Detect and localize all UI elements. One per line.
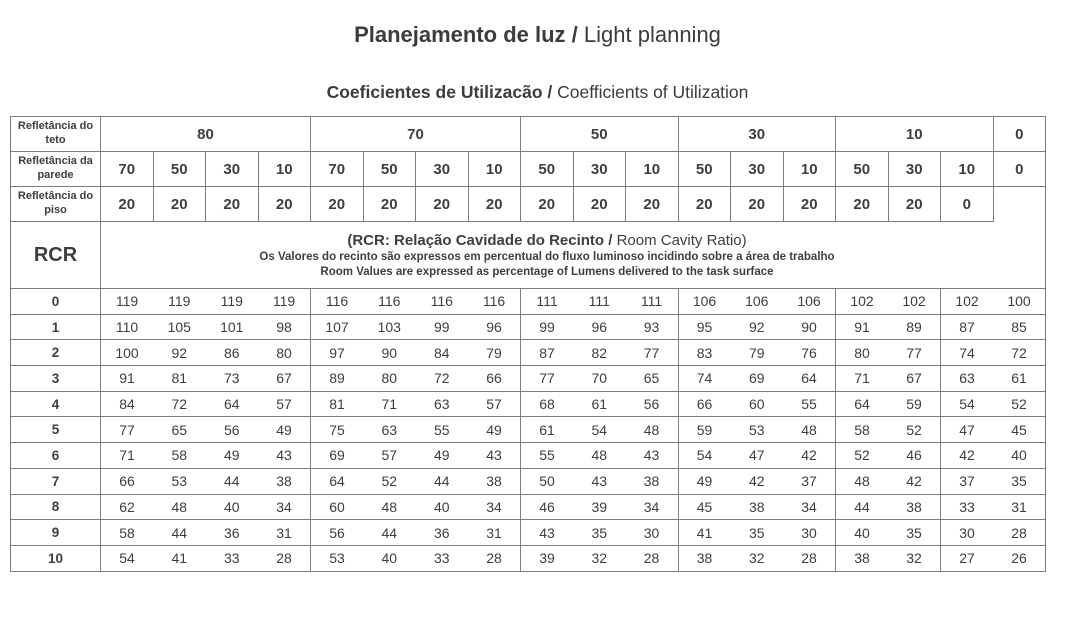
cu-value-cell: 58: [153, 443, 206, 469]
wall-reflectance-value: 30: [573, 152, 626, 187]
cu-value-cell: 92: [731, 314, 784, 340]
cu-value-cell: 116: [468, 289, 521, 315]
rcr-row-number: 8: [11, 494, 101, 520]
cu-value-cell: 43: [521, 520, 574, 546]
ceiling-reflectance-value: 50: [521, 117, 679, 152]
cu-value-cell: 63: [363, 417, 416, 443]
cu-value-cell: 61: [993, 366, 1046, 392]
cu-value-cell: 31: [468, 520, 521, 546]
cu-value-cell: 46: [888, 443, 941, 469]
cu-value-cell: 53: [731, 417, 784, 443]
floor-reflectance-value: 20: [101, 187, 154, 222]
floor-reflectance-value: 20: [416, 187, 469, 222]
cu-value-cell: 84: [416, 340, 469, 366]
wall-reflectance-value: 0: [993, 152, 1046, 187]
rcr-row-number: 7: [11, 468, 101, 494]
cu-value-cell: 90: [783, 314, 836, 340]
cu-value-cell: 35: [573, 520, 626, 546]
cu-value-cell: 38: [626, 468, 679, 494]
cu-data-row: [11, 545, 1046, 571]
rcr-row-number: 9: [11, 520, 101, 546]
cu-value-cell: 44: [206, 468, 259, 494]
cu-value-cell: 54: [678, 443, 731, 469]
cu-value-cell: 49: [206, 443, 259, 469]
cu-value-cell: 35: [993, 468, 1046, 494]
floor-reflectance-value: 20: [573, 187, 626, 222]
cu-value-cell: 100: [993, 289, 1046, 315]
floor-reflectance-value: 20: [678, 187, 731, 222]
cu-value-cell: 87: [941, 314, 994, 340]
cu-value-cell: 70: [573, 366, 626, 392]
cu-value-cell: 33: [416, 545, 469, 571]
cu-value-cell: 111: [521, 289, 574, 315]
cu-value-cell: 60: [731, 391, 784, 417]
cu-value-cell: 46: [521, 494, 574, 520]
cu-value-cell: 31: [258, 520, 311, 546]
cu-value-cell: 68: [521, 391, 574, 417]
cu-value-cell: 58: [101, 520, 154, 546]
cu-value-cell: 93: [626, 314, 679, 340]
rcr-heading: [101, 231, 993, 250]
cu-value-cell: 27: [941, 545, 994, 571]
cu-value-cell: 45: [993, 417, 1046, 443]
cu-value-cell: 95: [678, 314, 731, 340]
rcr-row-number: 1: [11, 314, 101, 340]
cu-value-cell: 55: [416, 417, 469, 443]
cu-value-cell: 41: [153, 545, 206, 571]
cu-value-cell: 52: [888, 417, 941, 443]
cu-value-cell: 71: [836, 366, 889, 392]
cu-value-cell: 39: [521, 545, 574, 571]
cu-value-cell: 92: [153, 340, 206, 366]
cu-value-cell: 69: [731, 366, 784, 392]
cu-value-cell: 63: [416, 391, 469, 417]
floor-reflectance-value: 20: [836, 187, 889, 222]
cu-value-cell: 53: [311, 545, 364, 571]
rcr-heading-pt: (RCR: Relação Cavidade do Recinto /: [347, 231, 617, 249]
cu-value-cell: 91: [101, 366, 154, 392]
cu-value-cell: 59: [678, 417, 731, 443]
cu-value-cell: 52: [363, 468, 416, 494]
cu-value-cell: 57: [258, 391, 311, 417]
wall-reflectance-value: 70: [311, 152, 364, 187]
wall-reflectance-value: 30: [416, 152, 469, 187]
cu-value-cell: 102: [888, 289, 941, 315]
floor-reflectance-value: 20: [258, 187, 311, 222]
cu-value-cell: 48: [836, 468, 889, 494]
cu-value-cell: 98: [258, 314, 311, 340]
cu-value-cell: 59: [888, 391, 941, 417]
cu-value-cell: 38: [888, 494, 941, 520]
cu-value-cell: 40: [836, 520, 889, 546]
cu-value-cell: 65: [626, 366, 679, 392]
cu-value-cell: 44: [836, 494, 889, 520]
floor-reflectance-value: 0: [941, 187, 994, 222]
floor-reflectance-value: 20: [521, 187, 574, 222]
cu-value-cell: 67: [258, 366, 311, 392]
cu-value-cell: 36: [206, 520, 259, 546]
cu-value-cell: 111: [626, 289, 679, 315]
table-title: [0, 82, 1075, 102]
cu-value-cell: 49: [678, 468, 731, 494]
cu-value-cell: 99: [416, 314, 469, 340]
ceiling-reflectance-value: 10: [836, 117, 994, 152]
wall-reflectance-value: 30: [206, 152, 259, 187]
cu-value-cell: 77: [888, 340, 941, 366]
cu-value-cell: 106: [678, 289, 731, 315]
cu-value-cell: 28: [626, 545, 679, 571]
cu-value-cell: 100: [101, 340, 154, 366]
cu-value-cell: 111: [573, 289, 626, 315]
cu-value-cell: 26: [993, 545, 1046, 571]
rcr-row-number: 6: [11, 443, 101, 469]
cu-value-cell: 30: [626, 520, 679, 546]
cu-value-cell: 38: [468, 468, 521, 494]
cu-value-cell: 54: [573, 417, 626, 443]
cu-value-cell: 38: [258, 468, 311, 494]
cu-value-cell: 56: [626, 391, 679, 417]
cu-value-cell: 107: [311, 314, 364, 340]
cu-value-cell: 57: [363, 443, 416, 469]
ceiling-reflectance-value: 70: [311, 117, 521, 152]
cu-value-cell: 96: [468, 314, 521, 340]
cu-value-cell: 28: [258, 545, 311, 571]
cu-data-row: [11, 443, 1046, 469]
rcr-note-pt: Os Valores do recinto são expressos em percentual do fluxo luminoso incidindo sobre a área de trabalho: [259, 250, 835, 263]
cu-data-row: [11, 520, 1046, 546]
floor-reflectance-value: 20: [153, 187, 206, 222]
cu-value-cell: 62: [101, 494, 154, 520]
cu-value-cell: 64: [836, 391, 889, 417]
rcr-row-number: 2: [11, 340, 101, 366]
cu-value-cell: 69: [311, 443, 364, 469]
cu-value-cell: 110: [101, 314, 154, 340]
cu-value-cell: 79: [731, 340, 784, 366]
cu-value-cell: 35: [888, 520, 941, 546]
cu-value-cell: 72: [416, 366, 469, 392]
cu-value-cell: 44: [363, 520, 416, 546]
cu-value-cell: 66: [678, 391, 731, 417]
cu-value-cell: 37: [941, 468, 994, 494]
cu-value-cell: 35: [731, 520, 784, 546]
cu-value-cell: 52: [993, 391, 1046, 417]
cu-value-cell: 49: [468, 417, 521, 443]
cu-value-cell: 89: [311, 366, 364, 392]
cu-value-cell: 80: [363, 366, 416, 392]
cu-value-cell: 55: [521, 443, 574, 469]
cu-value-cell: 106: [731, 289, 784, 315]
cu-value-cell: 105: [153, 314, 206, 340]
rcr-note-en: Room Values are expressed as percentage of Lumens delivered to the task surface: [320, 265, 774, 278]
cu-value-cell: 39: [573, 494, 626, 520]
cu-value-cell: 47: [941, 417, 994, 443]
cu-value-cell: 54: [941, 391, 994, 417]
floor-reflectance-value: 20: [731, 187, 784, 222]
cu-value-cell: 72: [993, 340, 1046, 366]
cu-value-cell: 42: [731, 468, 784, 494]
cu-value-cell: 119: [258, 289, 311, 315]
cu-data-row: [11, 340, 1046, 366]
cu-value-cell: 77: [521, 366, 574, 392]
cu-value-cell: 77: [626, 340, 679, 366]
cu-value-cell: 99: [521, 314, 574, 340]
table-title-en: Coefficients of Utilization: [557, 82, 749, 102]
cu-value-cell: 28: [783, 545, 836, 571]
cu-value-cell: 42: [941, 443, 994, 469]
cu-value-cell: 34: [258, 494, 311, 520]
cu-value-cell: 116: [416, 289, 469, 315]
floor-reflectance-value: 20: [363, 187, 416, 222]
cu-value-cell: 97: [311, 340, 364, 366]
cu-value-cell: 44: [416, 468, 469, 494]
cu-value-cell: 41: [678, 520, 731, 546]
cu-value-cell: 50: [521, 468, 574, 494]
table-title-pt: Coeficientes de Utilizacão /: [326, 82, 558, 102]
rcr-row-number: 0: [11, 289, 101, 315]
wall-reflectance-value: 50: [836, 152, 889, 187]
cu-value-cell: 81: [153, 366, 206, 392]
cu-value-cell: 38: [731, 494, 784, 520]
cu-value-cell: 43: [573, 468, 626, 494]
cu-value-cell: 71: [101, 443, 154, 469]
cu-value-cell: 60: [311, 494, 364, 520]
cu-value-cell: 116: [363, 289, 416, 315]
cu-value-cell: 49: [258, 417, 311, 443]
floor-reflectance-row: [11, 187, 1046, 222]
cu-value-cell: 42: [888, 468, 941, 494]
cu-value-cell: 40: [416, 494, 469, 520]
cu-value-cell: 42: [783, 443, 836, 469]
cu-value-cell: 52: [836, 443, 889, 469]
cu-value-cell: 55: [783, 391, 836, 417]
cu-value-cell: 32: [888, 545, 941, 571]
cu-value-cell: 43: [468, 443, 521, 469]
cu-value-cell: 80: [836, 340, 889, 366]
cu-value-cell: 56: [206, 417, 259, 443]
cu-data-row: [11, 366, 1046, 392]
cu-value-cell: 40: [993, 443, 1046, 469]
cu-value-cell: 48: [153, 494, 206, 520]
cu-value-cell: 66: [101, 468, 154, 494]
cu-value-cell: 71: [363, 391, 416, 417]
page-title: [0, 22, 1075, 48]
cu-value-cell: 102: [941, 289, 994, 315]
ceiling-reflectance-row: [11, 117, 1046, 152]
cu-value-cell: 74: [678, 366, 731, 392]
rcr-row-number: 10: [11, 545, 101, 571]
cu-value-cell: 36: [416, 520, 469, 546]
cu-value-cell: 43: [626, 443, 679, 469]
cu-value-cell: 44: [153, 520, 206, 546]
cu-value-cell: 64: [783, 366, 836, 392]
cu-value-cell: 86: [206, 340, 259, 366]
wall-reflectance-value: 30: [731, 152, 784, 187]
cu-value-cell: 79: [468, 340, 521, 366]
cu-value-cell: 48: [626, 417, 679, 443]
cu-value-cell: 63: [941, 366, 994, 392]
cu-value-cell: 80: [258, 340, 311, 366]
wall-reflectance-value: 10: [258, 152, 311, 187]
cu-value-cell: 83: [678, 340, 731, 366]
cu-value-cell: 116: [311, 289, 364, 315]
cu-value-cell: 34: [783, 494, 836, 520]
cu-value-cell: 74: [941, 340, 994, 366]
floor-reflectance-value: 20: [783, 187, 836, 222]
cu-value-cell: 30: [783, 520, 836, 546]
cu-data-row: [11, 494, 1046, 520]
page-title-en: Light planning: [583, 22, 721, 47]
cu-value-cell: 81: [311, 391, 364, 417]
cu-value-cell: 49: [416, 443, 469, 469]
cu-value-cell: 37: [783, 468, 836, 494]
cu-value-cell: 58: [836, 417, 889, 443]
cu-data-row: [11, 314, 1046, 340]
cu-data-row: [11, 468, 1046, 494]
cu-value-cell: 64: [206, 391, 259, 417]
cu-value-cell: 30: [941, 520, 994, 546]
cu-value-cell: 72: [153, 391, 206, 417]
wall-reflectance-value: 10: [783, 152, 836, 187]
ceiling-reflectance-label: Refletância do teto: [11, 117, 101, 152]
cu-value-cell: 54: [101, 545, 154, 571]
cu-value-cell: 48: [573, 443, 626, 469]
cu-value-cell: 38: [836, 545, 889, 571]
cu-value-cell: 61: [573, 391, 626, 417]
floor-reflectance-value: 20: [311, 187, 364, 222]
cu-value-cell: 32: [573, 545, 626, 571]
ceiling-reflectance-value: 0: [993, 117, 1046, 152]
wall-reflectance-value: 50: [153, 152, 206, 187]
cu-value-cell: 119: [206, 289, 259, 315]
cu-value-cell: 119: [101, 289, 154, 315]
rcr-heading-en: Room Cavity Ratio): [616, 231, 747, 249]
cu-data-row: [11, 289, 1046, 315]
cu-value-cell: 57: [468, 391, 521, 417]
floor-reflectance-value: 20: [626, 187, 679, 222]
document-header: [0, 22, 1075, 102]
cu-value-cell: 47: [731, 443, 784, 469]
cu-value-cell: 87: [521, 340, 574, 366]
cu-value-cell: 84: [101, 391, 154, 417]
ceiling-reflectance-value: 80: [101, 117, 311, 152]
cu-value-cell: 45: [678, 494, 731, 520]
rcr-row-number: 4: [11, 391, 101, 417]
cu-value-cell: 106: [783, 289, 836, 315]
rcr-label: RCR: [11, 222, 101, 289]
cu-value-cell: 103: [363, 314, 416, 340]
floor-reflectance-value: 20: [206, 187, 259, 222]
cu-value-cell: 85: [993, 314, 1046, 340]
cu-value-cell: 32: [731, 545, 784, 571]
cu-value-cell: 40: [206, 494, 259, 520]
rcr-description-cell: [101, 222, 994, 289]
cu-value-cell: 101: [206, 314, 259, 340]
floor-reflectance-value: 20: [888, 187, 941, 222]
cu-value-cell: 43: [258, 443, 311, 469]
cu-value-cell: 76: [783, 340, 836, 366]
cu-value-cell: 102: [836, 289, 889, 315]
cu-value-cell: 40: [363, 545, 416, 571]
rcr-definition-row: [11, 222, 1046, 289]
cu-value-cell: 48: [783, 417, 836, 443]
cu-value-cell: 64: [311, 468, 364, 494]
wall-reflectance-value: 50: [521, 152, 574, 187]
cu-value-cell: 28: [468, 545, 521, 571]
wall-reflectance-label: Refletância da parede: [11, 152, 101, 187]
cu-value-cell: 48: [363, 494, 416, 520]
cu-value-cell: 96: [573, 314, 626, 340]
cu-value-cell: 28: [993, 520, 1046, 546]
cu-value-cell: 90: [363, 340, 416, 366]
cu-value-cell: 73: [206, 366, 259, 392]
wall-reflectance-value: 70: [101, 152, 154, 187]
ceiling-reflectance-value: 30: [678, 117, 836, 152]
wall-reflectance-value: 30: [888, 152, 941, 187]
floor-reflectance-label: Refletância do piso: [11, 187, 101, 222]
wall-reflectance-value: 10: [626, 152, 679, 187]
rcr-row-number: 3: [11, 366, 101, 392]
page-title-pt: Planejamento de luz /: [354, 22, 584, 47]
wall-reflectance-value: 10: [941, 152, 994, 187]
rcr-row-number: 5: [11, 417, 101, 443]
wall-reflectance-row: [11, 152, 1046, 187]
cu-value-cell: 65: [153, 417, 206, 443]
cu-value-cell: 56: [311, 520, 364, 546]
cu-value-cell: 77: [101, 417, 154, 443]
cu-value-cell: 82: [573, 340, 626, 366]
cu-value-cell: 34: [468, 494, 521, 520]
cu-data-row: [11, 417, 1046, 443]
wall-reflectance-value: 50: [678, 152, 731, 187]
cu-value-cell: 61: [521, 417, 574, 443]
cu-data-row: [11, 391, 1046, 417]
cu-value-cell: 31: [993, 494, 1046, 520]
cu-value-cell: 53: [153, 468, 206, 494]
cu-value-cell: 89: [888, 314, 941, 340]
cu-value-cell: 38: [678, 545, 731, 571]
wall-reflectance-value: 50: [363, 152, 416, 187]
cu-value-cell: 67: [888, 366, 941, 392]
floor-reflectance-value: 20: [468, 187, 521, 222]
cu-value-cell: 33: [941, 494, 994, 520]
cu-value-cell: 66: [468, 366, 521, 392]
cu-value-cell: 119: [153, 289, 206, 315]
cu-value-cell: 75: [311, 417, 364, 443]
wall-reflectance-value: 10: [468, 152, 521, 187]
cu-value-cell: 33: [206, 545, 259, 571]
cu-value-cell: 34: [626, 494, 679, 520]
coefficients-of-utilization-table: [10, 116, 1046, 572]
cu-value-cell: 91: [836, 314, 889, 340]
